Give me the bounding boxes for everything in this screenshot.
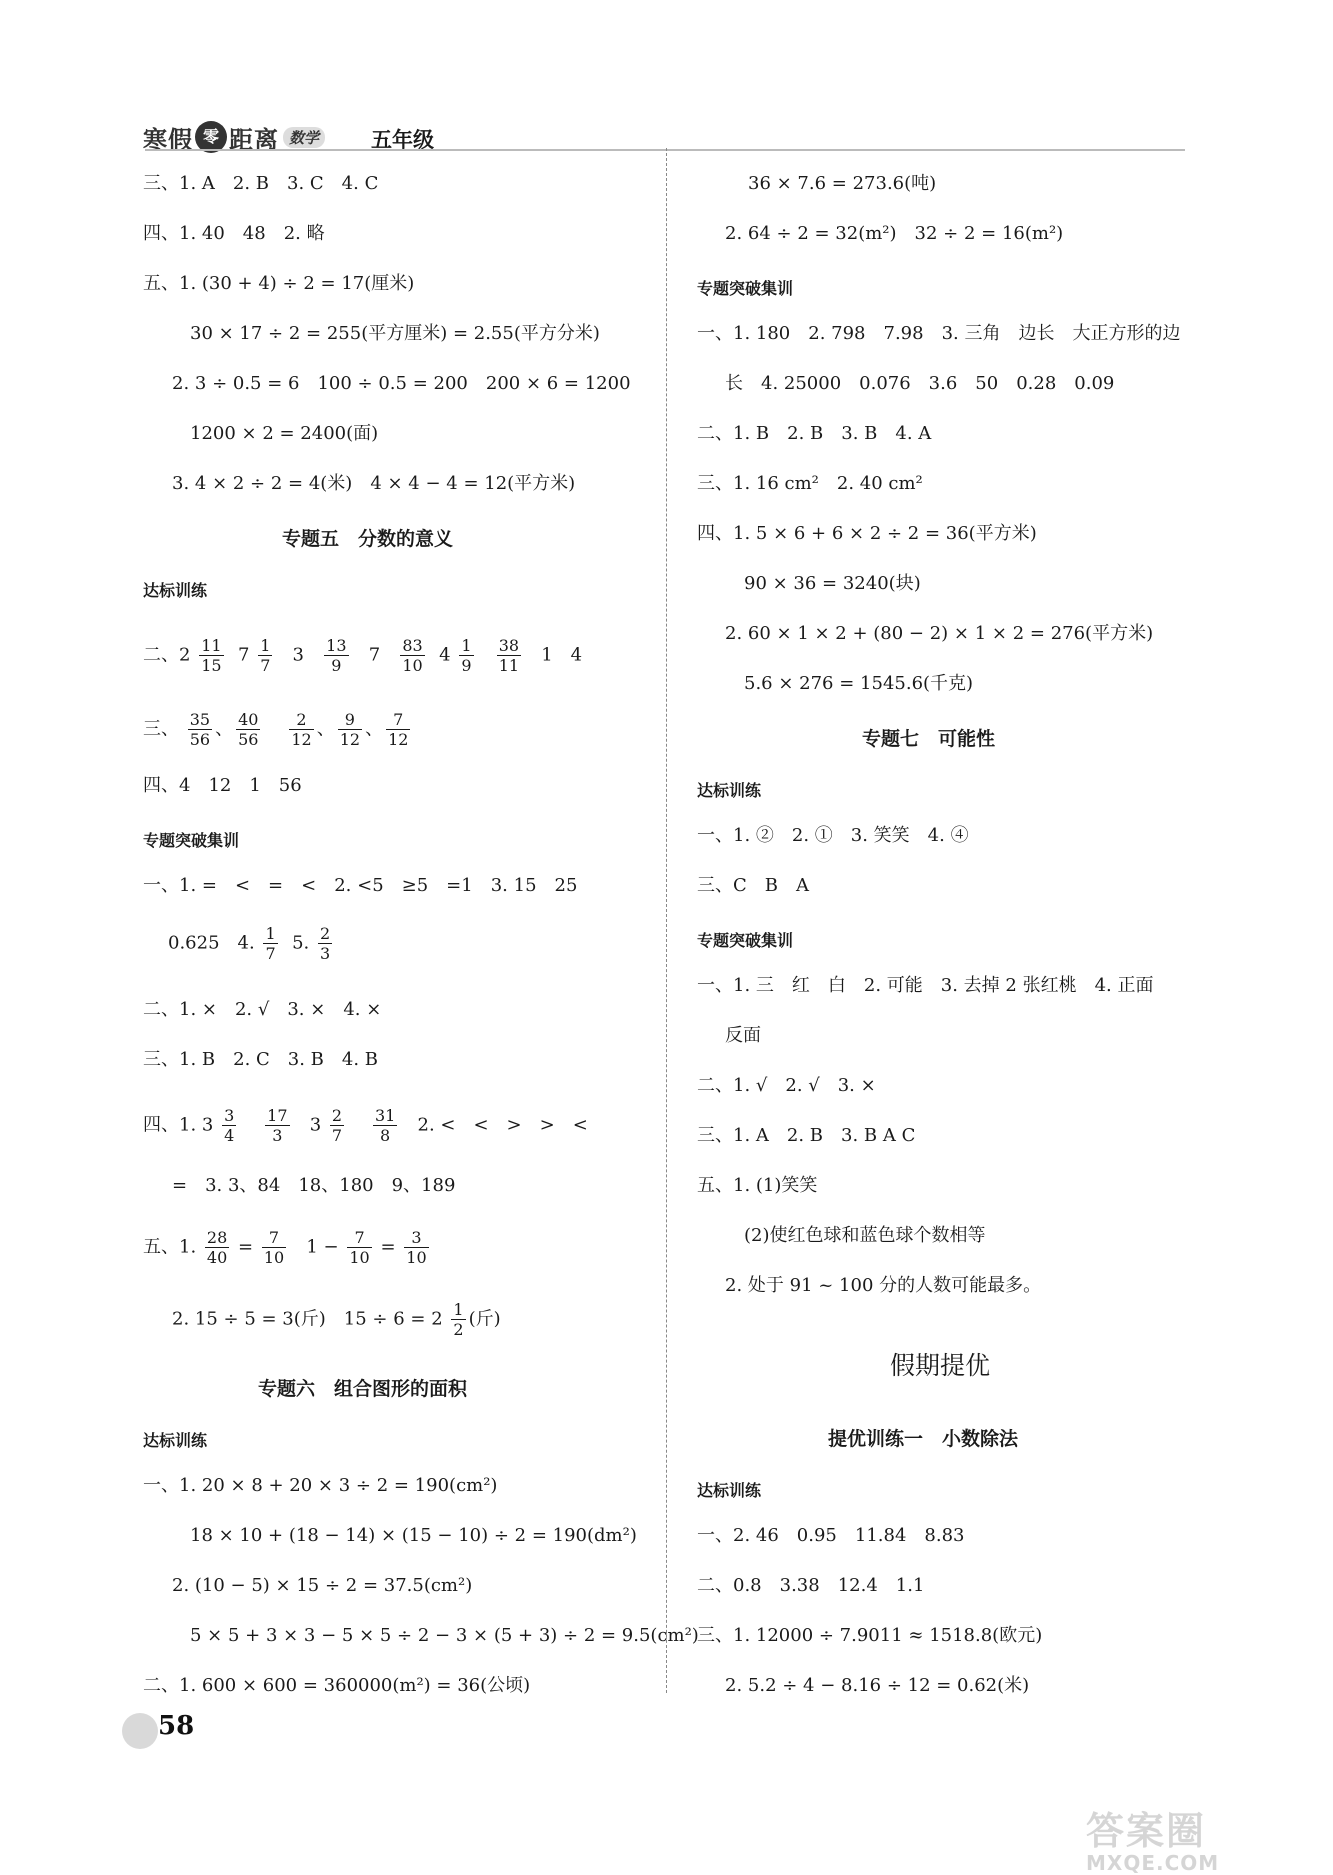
denominator: 56	[189, 730, 211, 749]
numerator: 9	[338, 710, 362, 730]
line-text: 1 −	[306, 1236, 339, 1258]
numerator: 31	[374, 1106, 396, 1125]
line-text: (斤)	[468, 1308, 501, 1330]
answer-line: 二、0.8 3.38 12.4 1.1	[697, 1575, 925, 1596]
line-text: 7	[368, 644, 381, 666]
denominator: 7	[331, 1126, 343, 1145]
subsection-heading: 专题突破集训	[697, 931, 794, 950]
numerator: 1	[265, 924, 276, 943]
answer-line: 三、1. A 2. B 3. C 4. C	[143, 173, 379, 194]
bird-icon	[122, 1713, 158, 1749]
section-heading: 专题七 可能性	[862, 728, 996, 750]
answer-line: 5.6 × 276 = 1545.6(千克)	[744, 673, 974, 694]
denominator: 12	[291, 730, 312, 749]
answer-line: 五、1. (1)笑笑	[697, 1175, 818, 1196]
line-text: 0.625 4.	[168, 932, 255, 954]
answer-line: 2. 处于 91 ~ 100 分的人数可能最多。	[725, 1275, 1042, 1296]
answer-line: 二、1. 600 × 600 = 360000(m²) = 36(公顷)	[143, 1675, 531, 1696]
answer-line: 一、1. = < = < 2. <5 ≥5 =1 3. 15 25	[143, 875, 578, 896]
answer-line: 长 4. 25000 0.076 3.6 50 0.28 0.09	[725, 373, 1115, 394]
fraction	[324, 636, 348, 675]
line-text: 3	[292, 644, 304, 666]
denominator: 3	[320, 944, 331, 963]
answer-line: 三、C B A	[697, 875, 809, 896]
denominator: 8	[380, 1126, 391, 1145]
denominator: 10	[349, 1248, 370, 1267]
numerator: 7	[262, 1228, 286, 1248]
answer-line: 三、1. A 2. B 3. B A C	[697, 1125, 916, 1146]
denominator: 56	[238, 730, 259, 749]
answer-line: 二、1. × 2. √ 3. × 4. ×	[143, 999, 382, 1020]
answer-line: 5 × 5 + 3 × 3 − 5 × 5 ÷ 2 − 3 × (5 + 3) ÷ 2 = 9.5(cm²)	[190, 1625, 699, 1646]
answer-line: 2. 3 ÷ 0.5 = 6 100 ÷ 0.5 = 200 200 × 6 = 1200	[172, 373, 631, 394]
denominator: 10	[263, 1248, 285, 1267]
line-text: 2. 15 ÷ 5 = 3(斤) 15 ÷ 6 = 2	[172, 1308, 443, 1330]
line-text: =	[380, 1236, 396, 1258]
answer-line: 三、1. B 2. C 3. B 4. B	[143, 1049, 379, 1070]
line-text: 7	[238, 644, 250, 666]
denominator: 15	[201, 656, 222, 675]
answer-line: 四、1. 5 × 6 + 6 × 2 ÷ 2 = 36(平方米)	[697, 523, 1037, 544]
fraction	[330, 1106, 344, 1145]
watermark	[1086, 1800, 1326, 1875]
numerator: 7	[386, 710, 410, 730]
section-heading: 专题六 组合图形的面积	[258, 1378, 468, 1400]
answer-line: = 3. 3、84 18、180 9、189	[172, 1175, 456, 1196]
fraction	[400, 636, 424, 675]
numerator: 1	[453, 1300, 464, 1319]
fraction	[205, 1228, 229, 1267]
numerator: 13	[326, 636, 347, 655]
fraction	[386, 710, 410, 749]
line-text: 五、1.	[143, 1236, 197, 1258]
answer-line: 二、1. B 2. B 3. B 4. A	[697, 423, 932, 444]
fraction	[404, 1228, 428, 1267]
answer-line: 2. 5.2 ÷ 4 − 8.16 ÷ 12 = 0.62(米)	[725, 1675, 1030, 1696]
line-text: 3	[309, 1114, 322, 1136]
answer-line: 一、2. 46 0.95 11.84 8.83	[697, 1525, 965, 1546]
fraction-answer-line	[168, 924, 335, 963]
answer-line: 2. (10 − 5) × 15 ÷ 2 = 37.5(cm²)	[172, 1575, 473, 1596]
denominator: 7	[265, 944, 276, 963]
denominator: 12	[339, 730, 361, 749]
numerator: 2	[289, 710, 313, 730]
fraction	[265, 1106, 289, 1145]
fraction	[188, 710, 212, 749]
fraction	[199, 636, 223, 675]
line-text: 5.	[292, 932, 310, 954]
denominator: 11	[498, 656, 520, 675]
numerator: 1	[461, 636, 472, 655]
fraction	[451, 1300, 465, 1339]
numerator: 40	[238, 710, 259, 729]
subsection-heading: 达标训练	[697, 781, 762, 800]
watermark-url: MXQE.COM	[1086, 1851, 1220, 1875]
answer-line: 反面	[725, 1025, 761, 1046]
fraction	[497, 636, 521, 675]
line-text: 4	[439, 644, 451, 666]
answer-line: 四、4 12 1 56	[143, 775, 302, 796]
numerator: 17	[267, 1106, 288, 1125]
page-number: 58	[158, 1711, 195, 1741]
fraction	[263, 924, 277, 963]
numerator: 1	[260, 636, 271, 655]
answer-line: 二、1. √ 2. √ 3. ×	[697, 1075, 876, 1096]
answer-line: 18 × 10 + (18 − 14) × (15 − 10) ÷ 2 = 190(dm²)	[190, 1525, 637, 1546]
answer-line: 36 × 7.6 = 273.6(吨)	[748, 173, 937, 194]
answer-line: 一、1. ② 2. ① 3. 笑笑 4. ④	[697, 825, 969, 846]
section-heading: 专题五 分数的意义	[282, 528, 454, 550]
subsection-heading: 达标训练	[143, 581, 208, 600]
answer-line: 一、1. 三 红 白 2. 可能 3. 去掉 2 张红桃 4. 正面	[697, 975, 1154, 996]
page-number-badge	[122, 1705, 224, 1755]
fraction	[236, 710, 260, 749]
answer-line: 2. 64 ÷ 2 = 32(m²) 32 ÷ 2 = 16(m²)	[725, 223, 1064, 244]
answer-line: 3. 4 × 2 ÷ 2 = 4(米) 4 × 4 − 4 = 12(平方米)	[172, 473, 576, 494]
line-text: =	[238, 1236, 254, 1258]
numerator: 38	[498, 636, 520, 655]
column-divider	[666, 148, 667, 1693]
separator: 、	[316, 718, 335, 740]
section-heading: 提优训练一 小数除法	[828, 1428, 1019, 1450]
separator: 、	[215, 718, 234, 740]
answer-line: 四、1. 40 48 2. 略	[143, 223, 325, 244]
answer-line: 1200 × 2 = 2400(面)	[190, 423, 379, 444]
fraction	[222, 1106, 236, 1145]
numerator: 3	[404, 1228, 428, 1248]
fraction-answer-line	[143, 1106, 588, 1145]
denominator: 4	[224, 1126, 235, 1145]
numerator: 83	[402, 636, 423, 655]
denominator: 2	[453, 1320, 464, 1339]
fraction-answer-line	[143, 636, 582, 675]
fraction-answer-line	[143, 1228, 432, 1267]
answer-line: 一、1. 20 × 8 + 20 × 3 ÷ 2 = 190(cm²)	[143, 1475, 498, 1496]
denominator: 10	[406, 1248, 427, 1267]
fraction-answer-line	[143, 710, 413, 749]
fraction	[373, 1106, 397, 1145]
denominator: 9	[331, 656, 342, 675]
fraction	[347, 1228, 371, 1267]
subsection-heading: 专题突破集训	[697, 279, 794, 298]
line-text: 三、	[143, 718, 179, 740]
subsection-heading: 达标训练	[143, 1431, 208, 1450]
denominator: 10	[402, 656, 423, 675]
fraction	[262, 1228, 286, 1267]
fraction	[289, 710, 313, 749]
denominator: 3	[272, 1126, 283, 1145]
watermark-text: 答案圈	[1086, 1809, 1207, 1853]
fraction	[318, 924, 332, 963]
answer-line: (2)使红色球和蓝色球个数相等	[744, 1225, 986, 1246]
answer-line: 三、1. 12000 ÷ 7.9011 ≈ 1518.8(欧元)	[697, 1625, 1043, 1646]
answer-line: 30 × 17 ÷ 2 = 255(平方厘米) = 2.55(平方分米)	[190, 323, 600, 344]
numerator: 2	[320, 924, 331, 943]
fraction	[459, 636, 473, 675]
answer-line: 一、1. 180 2. 798 7.98 3. 三角 边长 大正方形的边	[697, 323, 1181, 344]
separator: 、	[365, 718, 384, 740]
answer-line: 90 × 36 = 3240(块)	[744, 573, 921, 594]
subsection-heading: 专题突破集训	[143, 831, 240, 850]
fraction	[258, 636, 272, 675]
header-rule	[145, 149, 1185, 151]
logo-subject: 数学	[283, 127, 325, 148]
numerator: 7	[347, 1228, 371, 1248]
denominator: 40	[206, 1248, 228, 1267]
line-text: 1 4	[541, 644, 583, 666]
fraction	[338, 710, 362, 749]
subsection-heading: 达标训练	[697, 1481, 762, 1500]
line-text: 四、1. 3	[143, 1114, 214, 1136]
denominator: 12	[388, 730, 409, 749]
logo-right-text: 距离	[229, 125, 279, 154]
numerator: 2	[331, 1106, 343, 1125]
line-text: 2. < < > > <	[417, 1114, 588, 1136]
line-text: 二、2	[143, 644, 191, 666]
logo-zero-badge: 零	[195, 121, 227, 153]
answer-line: 五、1. (30 + 4) ÷ 2 = 17(厘米)	[143, 273, 415, 294]
grade-label: 五年级	[371, 128, 434, 152]
numerator: 35	[189, 710, 211, 729]
numerator: 28	[206, 1228, 228, 1247]
denominator: 9	[461, 656, 472, 675]
answer-line: 2. 60 × 1 × 2 + (80 − 2) × 1 × 2 = 276(平方米)	[725, 623, 1154, 644]
numerator: 3	[224, 1106, 235, 1125]
denominator: 7	[260, 656, 271, 675]
answer-line: 三、1. 16 cm² 2. 40 cm²	[697, 473, 923, 494]
fraction-answer-line	[172, 1300, 501, 1339]
part-title: 假期提优	[890, 1351, 991, 1380]
numerator: 11	[201, 636, 222, 655]
logo-left-text: 寒假	[143, 125, 193, 154]
